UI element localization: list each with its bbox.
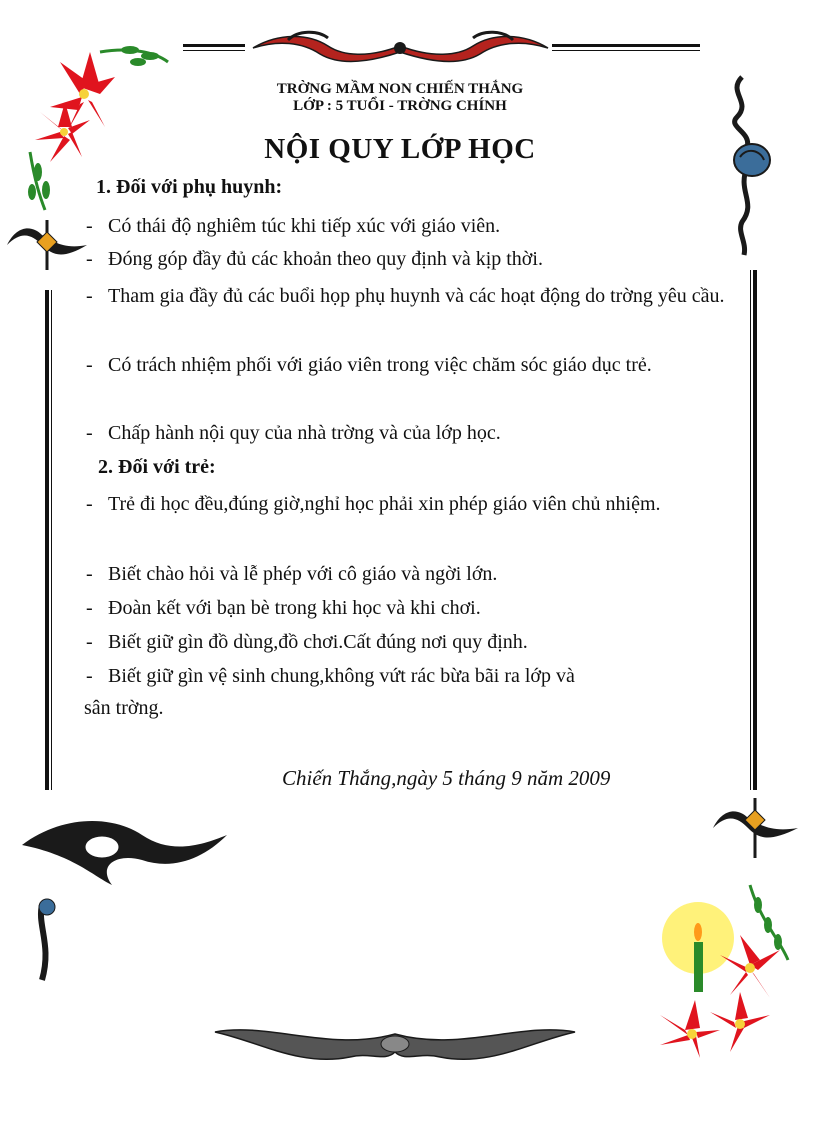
list-item: - Có thái độ nghiêm túc khi tiếp xúc với giáo viên. xyxy=(86,209,744,243)
tribal-ornament-icon xyxy=(2,210,92,280)
right-border xyxy=(753,270,757,790)
dash: - xyxy=(86,665,93,687)
tribal-ornament-icon xyxy=(248,28,553,68)
dash: - xyxy=(86,354,93,376)
dash: - xyxy=(86,422,93,444)
tribal-ornament-icon xyxy=(708,793,803,863)
list-item: - Đóng góp đầy đủ các khoản theo quy định và kịp thời. xyxy=(86,242,744,276)
top-rule-right xyxy=(552,44,700,47)
dash: - xyxy=(86,631,93,653)
dash: - xyxy=(86,215,93,237)
dash: - xyxy=(86,493,93,515)
list-item: - Trẻ đi học đều,đúng giờ,nghỉ học phải xin phép giáo viên chủ nhiệm. xyxy=(86,487,744,521)
left-border xyxy=(45,290,49,790)
list-item: - Tham gia đầy đủ các buổi họp phụ huynh và các hoạt động do trờng yêu cầu. xyxy=(86,279,744,313)
right-border-thin xyxy=(750,270,751,790)
dash: - xyxy=(86,285,93,307)
candle-icon xyxy=(640,880,790,1060)
list-item-continuation: sân trờng. xyxy=(84,697,164,719)
list-item: - Có trách nhiệm phối với giáo viên trong việc chăm sóc giáo dục trẻ. xyxy=(86,348,744,382)
top-rule-left-2 xyxy=(183,50,245,51)
dash: - xyxy=(86,597,93,619)
section-heading: 1. Đối với phụ huynh: xyxy=(96,176,283,198)
tribal-ornament-icon xyxy=(2,805,237,985)
dash: - xyxy=(86,563,93,585)
dash: - xyxy=(86,248,93,270)
page-title: NỘI QUY LỚP HỌC xyxy=(264,133,536,165)
class-name: LỚP : 5 TUỔI - TRỜNG CHÍNH xyxy=(293,98,507,114)
date-signature: Chiến Thắng,ngày 5 tháng 9 năm 2009 xyxy=(282,766,611,790)
list-item: - Biết giữ gìn vệ sinh chung,không vứt rác bừa bãi ra lớp và xyxy=(86,659,744,693)
left-border-thin xyxy=(51,290,52,790)
list-item: - Biết giữ gìn đồ dùng,đồ chơi.Cất đúng nơi quy định. xyxy=(86,625,744,659)
section-heading: 2. Đối với trẻ: xyxy=(98,456,216,478)
tribal-ornament-icon xyxy=(210,1012,580,1072)
school-name: TRỜNG MẦM NON CHIẾN THẮNG xyxy=(276,81,524,97)
list-item: - Chấp hành nội quy của nhà trờng và của lớp học. xyxy=(86,416,744,450)
list-item: - Đoàn kết với bạn bè trong khi học và khi chơi. xyxy=(86,591,744,625)
top-rule-left xyxy=(183,44,245,47)
list-item: - Biết chào hỏi và lễ phép với cô giáo và ngời lớn. xyxy=(86,557,744,591)
top-rule-right-2 xyxy=(552,50,700,51)
